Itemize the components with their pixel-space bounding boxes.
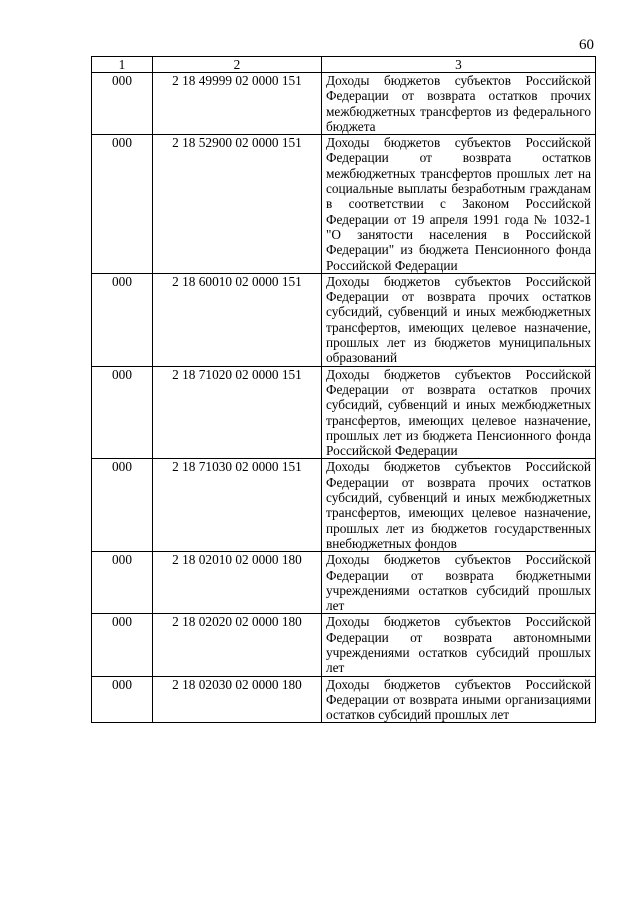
table-header-row bbox=[92, 57, 596, 73]
description-cell: Доходы бюджетов субъектов Российской Федерации от возврата остатков прочих межбюджетных трансфертов из федерального бюджета bbox=[322, 73, 596, 135]
budget-code-cell: 2 18 60010 02 0000 151 bbox=[153, 273, 322, 366]
budget-code-table bbox=[91, 56, 596, 723]
description-cell: Доходы бюджетов субъектов Российской Федерации от возврата прочих остатков субсидий, субвенций и иных межбюджетных трансфертов, имеющих целевое назначение, прошлых лет из бюджетов муниципальных образований bbox=[322, 273, 596, 366]
admin-code-cell: 000 bbox=[92, 273, 153, 366]
budget-code-cell: 2 18 49999 02 0000 151 bbox=[153, 73, 322, 135]
admin-code-cell: 000 bbox=[92, 459, 153, 552]
budget-code-cell: 2 18 71030 02 0000 151 bbox=[153, 459, 322, 552]
column-header-admin: 1 bbox=[92, 57, 153, 73]
table-row bbox=[92, 459, 596, 552]
table-row bbox=[92, 366, 596, 459]
description-cell: Доходы бюджетов субъектов Российской Федерации от возврата остатков межбюджетных трансфертов прошлых лет на социальные выплаты безработным гражданам в соответствии с Законом Российской Федерации от 19 апреля 1991 года № 1032-1 "О занятости населения в Российской Федерации" из бюджета Пенсионного фонда Российской Федерации bbox=[322, 135, 596, 274]
table-row bbox=[92, 614, 596, 676]
description-cell: Доходы бюджетов субъектов Российской Федерации от возврата прочих остатков субсидий, субвенций и иных межбюджетных трансфертов, имеющих целевое назначение, прошлых лет из бюджетов государственных внебюджетных фондов bbox=[322, 459, 596, 552]
table-row bbox=[92, 676, 596, 723]
description-cell: Доходы бюджетов субъектов Российской Федерации от возврата иными организациями остатков субсидий прошлых лет bbox=[322, 676, 596, 723]
admin-code-cell: 000 bbox=[92, 366, 153, 459]
description-cell: Доходы бюджетов субъектов Российской Федерации от возврата остатков прочих субсидий, субвенций и иных межбюджетных трансфертов, имеющих целевое назначение, прошлых лет из бюджета Пенсионного фонда Российской Федерации bbox=[322, 366, 596, 459]
admin-code-cell: 000 bbox=[92, 614, 153, 676]
budget-code-cell: 2 18 52900 02 0000 151 bbox=[153, 135, 322, 274]
admin-code-cell: 000 bbox=[92, 676, 153, 723]
admin-code-cell: 000 bbox=[92, 552, 153, 614]
column-header-code: 2 bbox=[153, 57, 322, 73]
table-row bbox=[92, 135, 596, 274]
page-number: 60 bbox=[579, 37, 594, 53]
description-cell: Доходы бюджетов субъектов Российской Федерации от возврата бюджетными учреждениями остатков субсидий прошлых лет bbox=[322, 552, 596, 614]
table-row bbox=[92, 73, 596, 135]
budget-code-cell: 2 18 02020 02 0000 180 bbox=[153, 614, 322, 676]
table-row bbox=[92, 273, 596, 366]
admin-code-cell: 000 bbox=[92, 135, 153, 274]
admin-code-cell: 000 bbox=[92, 73, 153, 135]
table-row bbox=[92, 552, 596, 614]
description-cell: Доходы бюджетов субъектов Российской Федерации от возврата автономными учреждениями остатков субсидий прошлых лет bbox=[322, 614, 596, 676]
budget-code-cell: 2 18 02010 02 0000 180 bbox=[153, 552, 322, 614]
column-header-description: 3 bbox=[322, 57, 596, 73]
budget-code-cell: 2 18 02030 02 0000 180 bbox=[153, 676, 322, 723]
budget-code-cell: 2 18 71020 02 0000 151 bbox=[153, 366, 322, 459]
